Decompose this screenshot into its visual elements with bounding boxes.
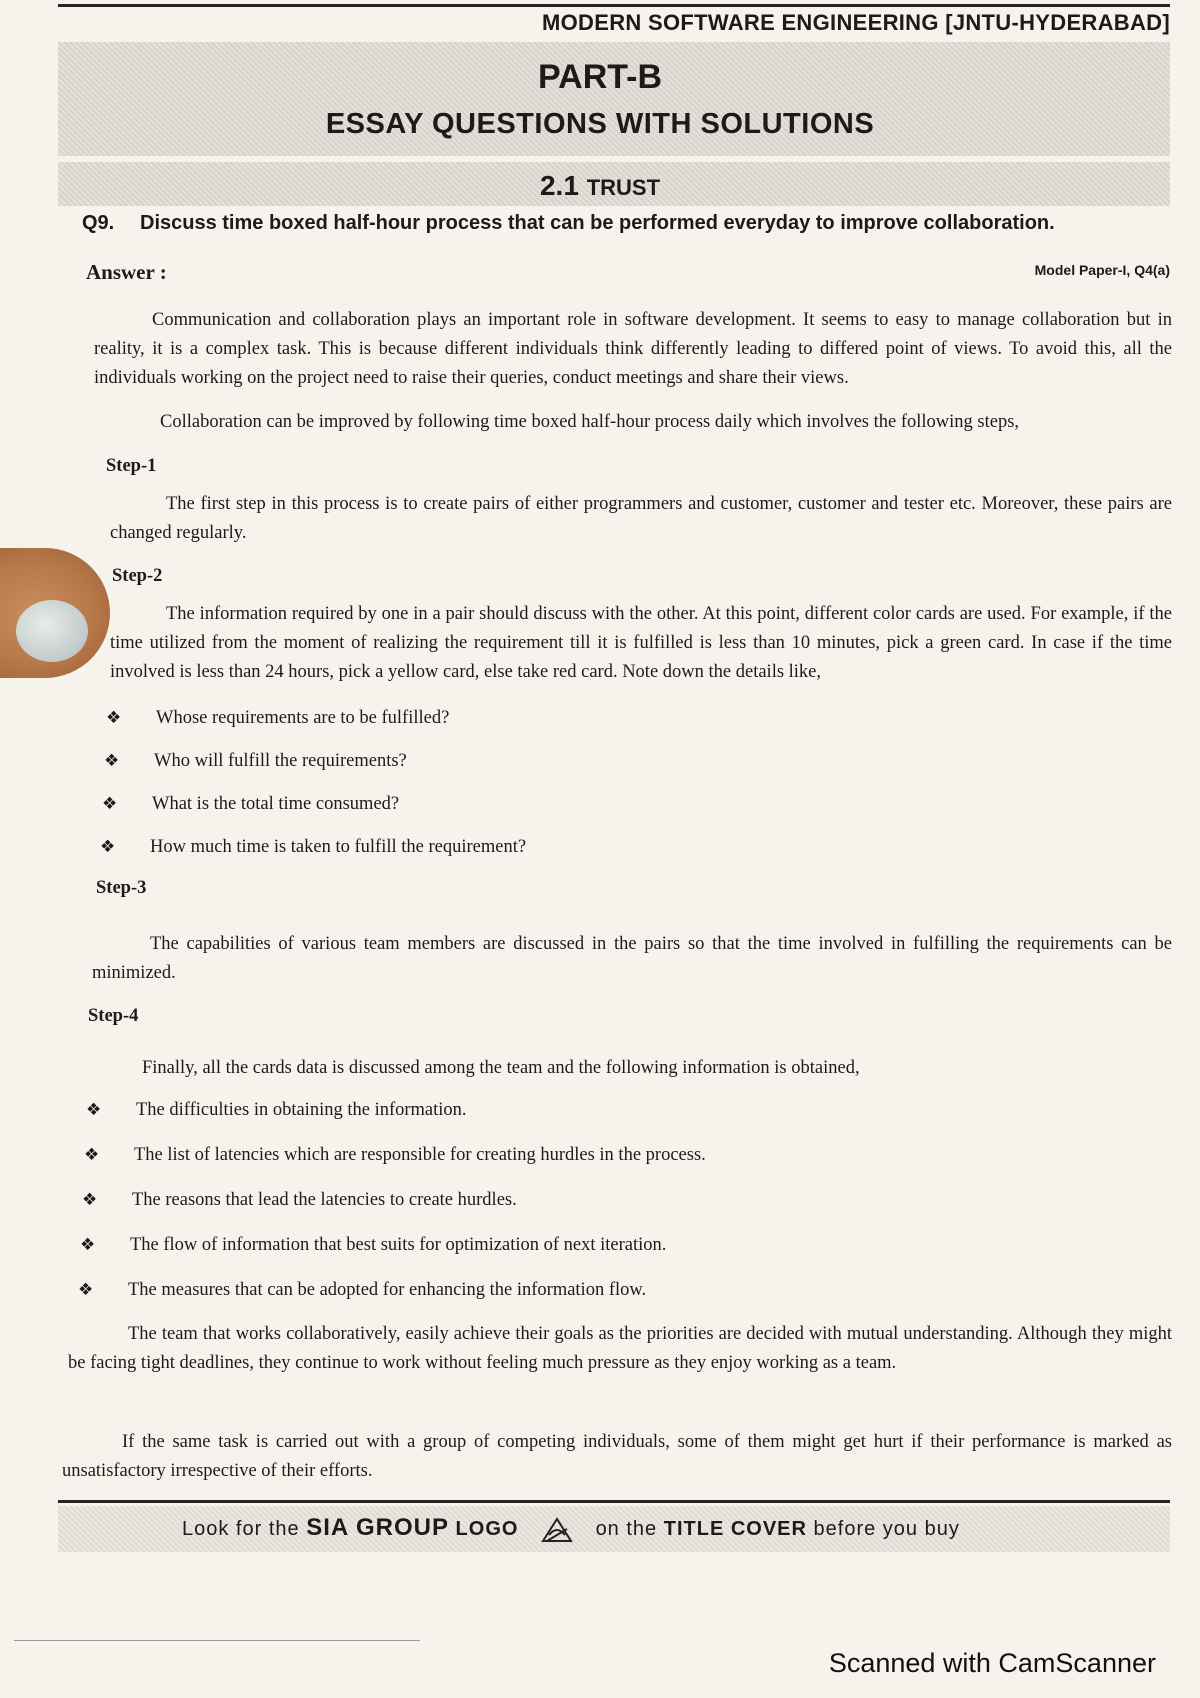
section-heading: ESSAY QUESTIONS WITH SOLUTIONS (325, 108, 875, 140)
diamond-bullet-icon: ❖ (106, 708, 122, 728)
part-heading: PART-B (537, 58, 663, 96)
question-number: Q9. (82, 212, 115, 234)
step-4-bullet (80, 1231, 666, 1260)
intro-paragraph: Communication and collaboration plays an important role in software development. It seems to easy to manage collaboration but in reality, it is a complex task. This is because different individuals think differently leading to differed point of views. To avoid this, all the individuals working on the project need to raise their queries, conduct meetings and share their views. (94, 310, 1172, 388)
footer-title-cover: TITLE COVER (663, 1518, 807, 1540)
topic-number: 2.1 (539, 170, 579, 201)
step-2-text: The information required by one in a pair should discuss with the other. At this point, different color cards are used. For example, if the time utilized from the moment of realizing the requirement till it is fulfilled is less than 10 minutes, pick a green card. In case if the time involved is less than 24 hours, pick a yellow card, else take red card. Note down the details like, (110, 604, 1172, 682)
diamond-bullet-icon: ❖ (86, 1100, 102, 1120)
process-paragraph: Collaboration can be improved by following time boxed half-hour process daily which involves the following steps, (160, 412, 1020, 432)
bullet-text: The measures that can be adopted for enhancing the information flow. (128, 1280, 647, 1300)
question-text: Discuss time boxed half-hour process that can be performed everyday to improve collaboration. (140, 212, 1055, 234)
topic-title: TRUST (586, 175, 661, 200)
question (82, 212, 1172, 235)
step-1-label: Step-1 (106, 456, 157, 476)
book-header-title: MODERN SOFTWARE ENGINEERING [JNTU-HYDERABAD] (542, 10, 1170, 35)
step-2-bullet (104, 747, 407, 776)
camscanner-watermark: Scanned with CamScanner (828, 1648, 1156, 1678)
answer-label: Answer : (86, 260, 167, 284)
sia-logo-icon (539, 1515, 575, 1545)
step-4-bullet (84, 1141, 706, 1170)
bullet-text: The list of latencies which are responsible for creating hurdles in the process. (134, 1145, 706, 1165)
step-4-bullet (78, 1276, 646, 1305)
bullet-text: Who will fulfill the requirements? (154, 751, 407, 771)
diamond-bullet-icon: ❖ (102, 794, 118, 814)
closing-paragraph-2: If the same task is carried out with a group of competing individuals, some of them might get hurt if their performance is marked as unsatisfactory irrespective of their efforts. (62, 1432, 1172, 1481)
header-rule (58, 4, 1170, 7)
finger-photo (0, 548, 110, 678)
step-2-bullet (100, 833, 526, 862)
step-1-text: The first step in this process is to create pairs of either programmers and customer, customer and tester etc. Moreover, these pairs are changed regularly. (110, 494, 1172, 543)
diamond-bullet-icon: ❖ (80, 1235, 96, 1255)
footer-brand: SIA GROUP (306, 1514, 449, 1541)
footer-on-the: on the (595, 1518, 658, 1540)
step-4-bullet (82, 1186, 517, 1215)
diamond-bullet-icon: ❖ (84, 1145, 100, 1165)
bullet-text: The reasons that lead the latencies to create hurdles. (132, 1190, 517, 1210)
diamond-bullet-icon: ❖ (104, 751, 120, 771)
model-paper-reference: Model Paper-I, Q4(a) (1034, 262, 1170, 278)
step-4-label: Step-4 (88, 1006, 139, 1026)
diamond-bullet-icon: ❖ (100, 837, 116, 857)
topic-heading (0, 170, 1200, 202)
fingernail (16, 600, 88, 662)
diamond-bullet-icon: ❖ (82, 1190, 98, 1210)
diamond-bullet-icon: ❖ (78, 1280, 94, 1300)
footer-logo-word: LOGO (455, 1518, 519, 1540)
bullet-text: The difficulties in obtaining the information. (136, 1100, 467, 1120)
footer-prefix: Look for the (182, 1518, 300, 1540)
closing-paragraph-1: The team that works collaboratively, easily achieve their goals as the priorities are decided with mutual understanding. Although they might be facing tight deadlines, they continue to work without feeling much pressure as they enjoy working as a team. (68, 1324, 1172, 1373)
bullet-text: What is the total time consumed? (152, 794, 400, 814)
footer-rule (58, 1500, 1170, 1503)
bullet-text: Whose requirements are to be fulfilled? (156, 708, 450, 728)
step-4-text: Finally, all the cards data is discussed among the team and the following information is obtained, (142, 1058, 860, 1078)
bullet-text: How much time is taken to fulfill the requirement? (150, 837, 527, 857)
scan-edge-line (14, 1640, 420, 1641)
step-3-text: The capabilities of various team members are discussed in the pairs so that the time involved in fulfilling the requirements can be minimized. (92, 934, 1172, 983)
step-3-label: Step-3 (96, 878, 147, 898)
step-2-bullet (102, 790, 399, 819)
step-2-label: Step-2 (112, 566, 163, 586)
footer-suffix: before you buy (813, 1518, 960, 1540)
bullet-text: The flow of information that best suits for optimization of next iteration. (130, 1235, 667, 1255)
step-2-bullet (106, 704, 449, 733)
footer-notice (182, 1514, 960, 1545)
step-4-bullet (86, 1096, 467, 1125)
